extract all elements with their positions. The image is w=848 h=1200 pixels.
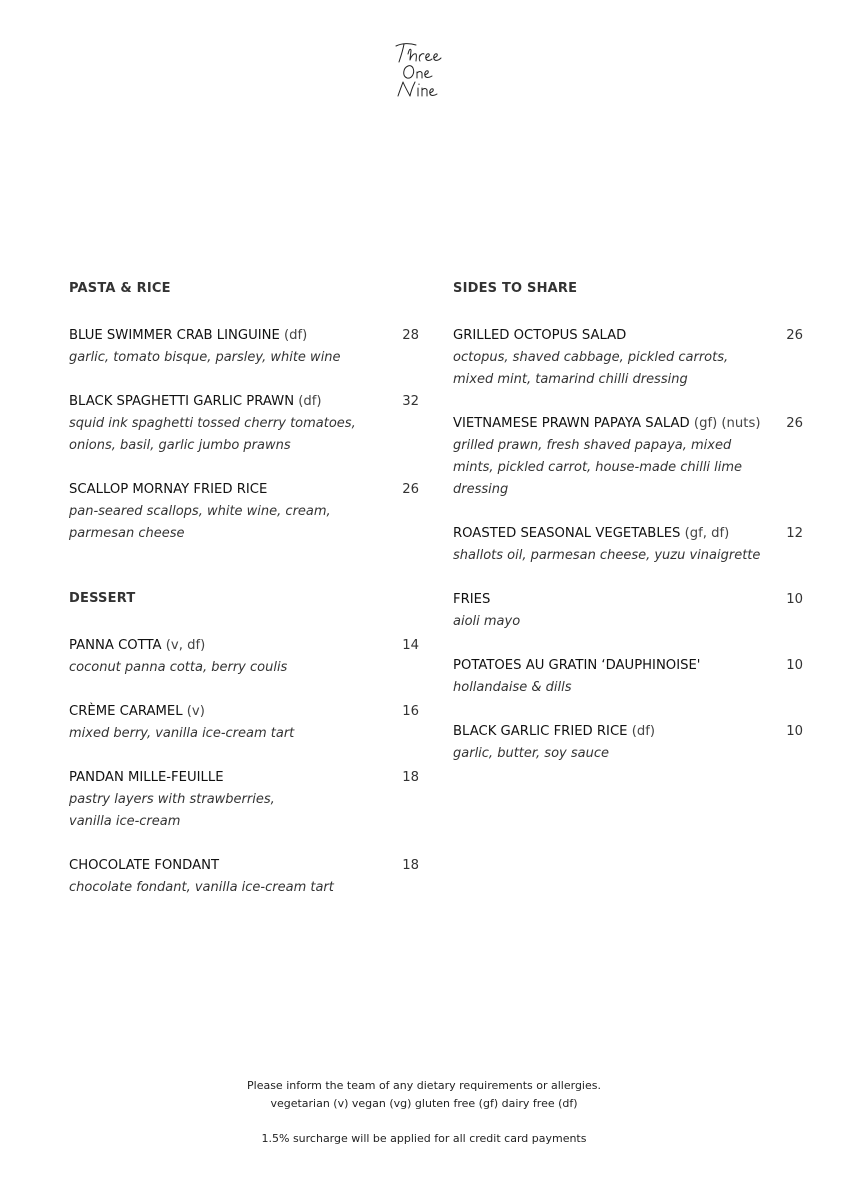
item-tags: (v, df) (165, 638, 206, 653)
surcharge-notice: 1.5% surcharge will be applied for all credit card payments (261, 1132, 587, 1145)
item-description: shallots oil, parmesan cheese, yuzu vinaigrette (453, 548, 761, 563)
item-description: pan-seared scallops, white wine, cream, parmesan cheese (69, 504, 331, 541)
item-price: 14 (402, 638, 419, 653)
menu-item (453, 325, 803, 391)
menu-item (69, 767, 419, 833)
section-title-pasta-rice: PASTA & RICE (69, 281, 171, 296)
allergy-notice: Please inform the team of any dietary requirements or allergies. (247, 1079, 601, 1092)
item-description: hollandaise & dills (453, 680, 572, 695)
logo-script-icon (386, 38, 450, 104)
item-description: coconut panna cotta, berry coulis (69, 660, 288, 675)
item-name: FRIES (453, 592, 491, 607)
item-price: 26 (786, 416, 803, 431)
pasta-items (69, 325, 419, 545)
restaurant-logo (386, 38, 450, 104)
item-name: BLACK SPAGHETTI GARLIC PRAWN (69, 394, 295, 409)
menu-item (453, 721, 803, 765)
item-name: VIETNAMESE PRAWN PAPAYA SALAD (453, 416, 690, 431)
item-price: 12 (786, 526, 803, 541)
item-price: 16 (402, 704, 419, 719)
item-name: ROASTED SEASONAL VEGETABLES (453, 526, 681, 541)
item-description: garlic, butter, soy sauce (453, 746, 609, 761)
footer-notes (0, 1077, 848, 1148)
item-price: 32 (402, 394, 419, 409)
item-price: 10 (786, 592, 803, 607)
item-price: 10 (786, 724, 803, 739)
item-tags: (v) (186, 704, 205, 719)
menu-item (69, 855, 419, 899)
menu-item (69, 635, 419, 679)
item-name: CRÈME CARAMEL (69, 704, 183, 719)
item-name: BLUE SWIMMER CRAB LINGUINE (69, 328, 280, 343)
item-description: squid ink spaghetti tossed cherry tomatoes, onions, basil, garlic jumbo prawns (69, 416, 356, 453)
item-name: PANNA COTTA (69, 638, 162, 653)
item-description: mixed berry, vanilla ice-cream tart (69, 726, 295, 741)
item-tags: (gf) (nuts) (693, 416, 761, 431)
menu-item (453, 589, 803, 633)
sides-items (453, 325, 803, 765)
item-price: 10 (786, 658, 803, 673)
right-column (453, 281, 803, 787)
menu-item (453, 413, 803, 501)
menu-item (69, 701, 419, 745)
item-name: POTATOES AU GRATIN ‘DAUPHINOISE' (453, 658, 701, 673)
item-price: 18 (402, 770, 419, 785)
item-price: 26 (402, 482, 419, 497)
item-price: 26 (786, 328, 803, 343)
item-tags: (df) (631, 724, 655, 739)
item-name: BLACK GARLIC FRIED RICE (453, 724, 628, 739)
item-price: 28 (402, 328, 419, 343)
menu-item (69, 325, 419, 369)
item-description: aioli mayo (453, 614, 521, 629)
dessert-items (69, 635, 419, 899)
menu-item (453, 655, 803, 699)
item-price: 18 (402, 858, 419, 873)
left-column (69, 281, 419, 921)
menu-item (69, 479, 419, 545)
menu-item (453, 523, 803, 567)
item-name: CHOCOLATE FONDANT (69, 858, 220, 873)
section-title-sides: SIDES TO SHARE (453, 281, 578, 296)
section-title-dessert: DESSERT (69, 591, 136, 606)
menu-item (69, 391, 419, 457)
item-name: SCALLOP MORNAY FRIED RICE (69, 482, 268, 497)
item-tags: (df) (284, 328, 308, 343)
item-name: GRILLED OCTOPUS SALAD (453, 328, 627, 343)
dietary-legend: vegetarian (v) vegan (vg) gluten free (gf) dairy free (df) (270, 1097, 578, 1110)
item-description: garlic, tomato bisque, parsley, white wine (69, 350, 341, 365)
item-description: octopus, shaved cabbage, pickled carrots, mixed mint, tamarind chilli dressing (453, 350, 729, 387)
item-tags: (df) (298, 394, 322, 409)
item-description: pastry layers with strawberries, vanilla ice-cream (69, 792, 275, 829)
item-description: chocolate fondant, vanilla ice-cream tart (69, 880, 334, 895)
item-description: grilled prawn, fresh shaved papaya, mixed mints, pickled carrot, house-made chilli lime dressing (453, 438, 743, 497)
item-name: PANDAN MILLE-FEUILLE (69, 770, 224, 785)
item-tags: (gf, df) (684, 526, 730, 541)
